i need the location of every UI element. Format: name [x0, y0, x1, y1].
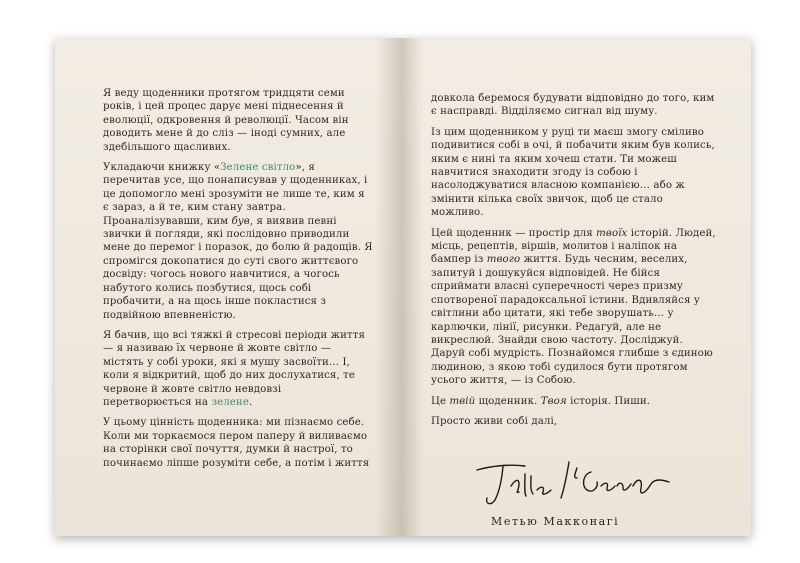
author-name: Метью Макконагі [491, 515, 620, 528]
right-gutter-shadow [401, 38, 423, 536]
handwritten-signature [473, 456, 673, 508]
closing-line: Просто живи собі далі, [431, 415, 558, 427]
left-page [55, 38, 401, 536]
left-paragraph-3: Я бачив, що всі тяжкі й стресові періоди життя — я називаю їх червоне й жовте світло — містять у собі уроки, які я мушу засвоїти… І, коли я відкритий, щоб до них дослухатися, те червоне й жовте світло невдовзі перетворюється на зелене. [103, 329, 365, 408]
right-paragraph-1: довкола беремося будувати відповідно до того, ким є насправді. Відділяємо сигнал від шуму. [431, 93, 715, 118]
left-paragraph-4: У цьому цінність щоденника: ми пізнаємо себе. Коли ми торкаємося пером паперу й виливаємо на сторінки свої почуття, думки й настрої, то починаємо ліпше розуміти себе, а потім і життя [103, 417, 370, 469]
left-page-text [103, 87, 373, 477]
green-word-highlight: зелене [211, 396, 249, 408]
right-page-text [431, 92, 716, 435]
book-title-highlight: Зелене світло [220, 162, 296, 174]
left-paragraph-1: Я веду щоденники протягом тридцяти семи років, і цей процес дарує мені піднесення й еволюції, одкровення й революції. Часом він доводить мене й до сліз — іноді сумних, але здебільшого щасливих. [103, 88, 349, 153]
right-paragraph-4: Це твій щоденник. Твоя історія. Пиши. [431, 395, 651, 407]
left-paragraph-2: Укладаючи книжку «Зелене світло», я перечитав усе, що понаписував у щоденниках, і це допомогло мені зрозуміти не лише те, ким я є зараз, а й те, ким стану завтра. Проаналізувавши, ким був, я виявив певні звички й погляди, які послідовно приводили мене до перемог і поразок, до болю й радощів. Я спромігся докопатися до суті свого життєвого досвіду: чогось нового навчитися, а чогось набутого колись позбутися, щось собі пробачити, а на щось інше покластися з подвійною впевненістю. [103, 162, 373, 321]
right-page [401, 38, 751, 536]
right-paragraph-3: Цей щоденник — простір для твоїх історій. Людей, місць, рецептів, віршів, молитов і наліпок на бампер із твого життя. Будь чесним, веселих, запитуй і дошукуйся відповідей. Не бійся сприймати власні суперечності через призму спотвореної парадоксальної істини. Вдивляйся у світлини або цитати, які тебе зворушать… у карлючки, лінії, рисунки. Редагуй, але не викреслюй. Знайди свою частоту. Досліджуй. Даруй собі мудрість. Познайомся глибше з єдиною людиною, з якою тобі судилося бути протягом усього життя, — із Собою. [431, 227, 716, 387]
book-spread [55, 38, 751, 536]
left-gutter-shadow [375, 38, 401, 536]
right-paragraph-2: Із цим щоденником у руці ти маєш змогу сміливо подивитися собі в очі, й побачити яким був колись, яким є нині та яким хочеш стати. Ти можеш навчитися знаходити згоду із собою і насолоджуватися власною компанією… або ж змінити кілька своїх звичок, щоб це стало можливо. [431, 126, 715, 219]
